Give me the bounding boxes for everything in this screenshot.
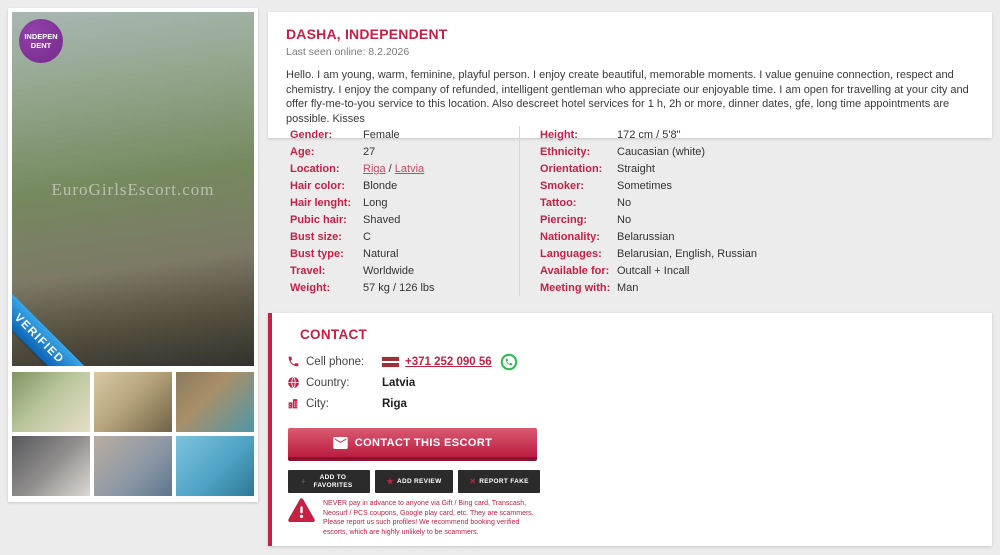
page-title: DASHA, INDEPENDENT <box>286 26 448 42</box>
description-card <box>268 12 992 138</box>
attribute-row: Pubic hair: Shaved <box>290 213 401 226</box>
last-seen-status: Last seen online: 8.2.2026 <box>286 46 410 58</box>
attribute-row: Travel: Worldwide <box>290 264 415 277</box>
gallery-thumbnail[interactable] <box>94 372 172 432</box>
attribute-row: Tattoo: No <box>540 196 632 209</box>
city-row <box>287 393 992 414</box>
contact-escort-label: CONTACT THIS ESCORT <box>354 436 493 449</box>
cell-phone-label: Cell phone: <box>306 355 365 368</box>
location-country-link[interactable]: Latvia <box>394 162 425 175</box>
main-photo[interactable] <box>12 12 254 366</box>
attribute-row: Orientation: Straight <box>540 162 655 175</box>
attribute-row: Meeting with: Man <box>540 281 639 294</box>
contact-heading: CONTACT <box>300 327 368 342</box>
attribute-row: Age: 27 <box>290 145 376 158</box>
attribute-row: Gender: Female <box>290 128 400 141</box>
country-value: Latvia <box>382 376 416 389</box>
attributes-column-left <box>268 126 520 296</box>
attribute-row: Nationality: Belarussian <box>540 230 675 243</box>
attribute-row: Bust size: C <box>290 230 371 243</box>
attribute-row: Hair lenght: Long <box>290 196 388 209</box>
gallery-thumbnail[interactable] <box>12 372 90 432</box>
thumbnail-grid <box>12 372 254 496</box>
report-fake-label: REPORT FAKE <box>479 477 529 485</box>
scam-warning <box>288 497 541 537</box>
report-fake-button[interactable] <box>458 470 540 493</box>
attributes-column-right <box>520 126 757 296</box>
warning-triangle-icon <box>288 497 315 524</box>
phone-icon <box>287 355 300 368</box>
gallery-thumbnail[interactable] <box>176 372 254 432</box>
latvia-flag-icon <box>382 357 399 367</box>
add-review-button[interactable] <box>375 470 453 493</box>
attribute-row: Smoker: Sometimes <box>540 179 673 192</box>
attributes-section <box>268 126 992 296</box>
action-buttons <box>288 470 540 493</box>
attribute-row: Bust type: Natural <box>290 247 399 260</box>
whatsapp-icon[interactable] <box>500 353 518 371</box>
add-to-favorites-label: ADD TO FAVORITES <box>313 473 353 489</box>
gallery-thumbnail[interactable] <box>94 436 172 496</box>
phone-number-link[interactable]: +371 252 090 56 <box>405 355 492 368</box>
attribute-row: Piercing: No <box>540 213 632 226</box>
scam-warning-text: NEVER pay in advance to anyone via Gift / Bing card, Transcash, Neosurf / PCS coupons, Google play card, etc. They are scammers. Please report us such profiles! We recommend booking verified escorts, which are highly unlikely to be scammers. <box>323 500 534 536</box>
independent-badge-label: INDEPENDENT <box>24 32 58 50</box>
photo-watermark: EuroGirlsEscort.com <box>51 180 215 199</box>
plus-icon: + <box>301 476 306 486</box>
independent-badge <box>19 19 63 63</box>
x-icon: ✕ <box>469 476 477 486</box>
globe-icon <box>287 376 300 389</box>
attribute-row: Weight: 57 kg / 126 lbs <box>290 281 435 294</box>
contact-escort-button[interactable] <box>288 428 537 461</box>
city-value: Riga <box>382 397 407 410</box>
country-row <box>287 372 992 393</box>
cell-phone-row <box>287 351 992 372</box>
attribute-row: Hair color: Blonde <box>290 179 398 192</box>
city-buildings-icon <box>287 397 300 410</box>
attribute-row: Languages: Belarusian, English, Russian <box>540 247 758 260</box>
gallery-thumbnail[interactable] <box>12 436 90 496</box>
add-review-label: ADD REVIEW <box>396 477 442 485</box>
city-label: City: <box>306 397 329 410</box>
verified-ribbon: VERIFIED <box>12 291 87 366</box>
attribute-row-location: Location: Riga / Latvia <box>290 162 425 175</box>
attribute-row: Available for: Outcall + Incall <box>540 264 690 277</box>
location-city-link[interactable]: Riga <box>363 162 386 175</box>
contact-card <box>268 313 992 546</box>
country-label: Country: <box>306 376 350 389</box>
profile-description: Hello. I am young, warm, feminine, playful person. I enjoy create beautiful, memorable moments. I value genuine connection, respect and chemistry. I enjoy the company of refunded, intelligent gentleman who appreciate our enjoyable time. I am open for travelling at your city and offer fly-me-to-you service to this location. Also descreet hotel services for 1 h, 2h or more, dinner dates, gfe, long time appointments are possible. Kisses <box>286 69 969 125</box>
attribute-row: Ethnicity: Caucasian (white) <box>540 145 706 158</box>
location-separator: / <box>385 162 395 175</box>
attribute-row: Height: 172 cm / 5'8" <box>540 128 681 141</box>
star-icon: ★ <box>386 476 394 486</box>
gallery-card <box>8 8 258 502</box>
envelope-icon <box>333 437 348 449</box>
add-to-favorites-button[interactable] <box>288 470 370 493</box>
gallery-thumbnail[interactable] <box>176 436 254 496</box>
